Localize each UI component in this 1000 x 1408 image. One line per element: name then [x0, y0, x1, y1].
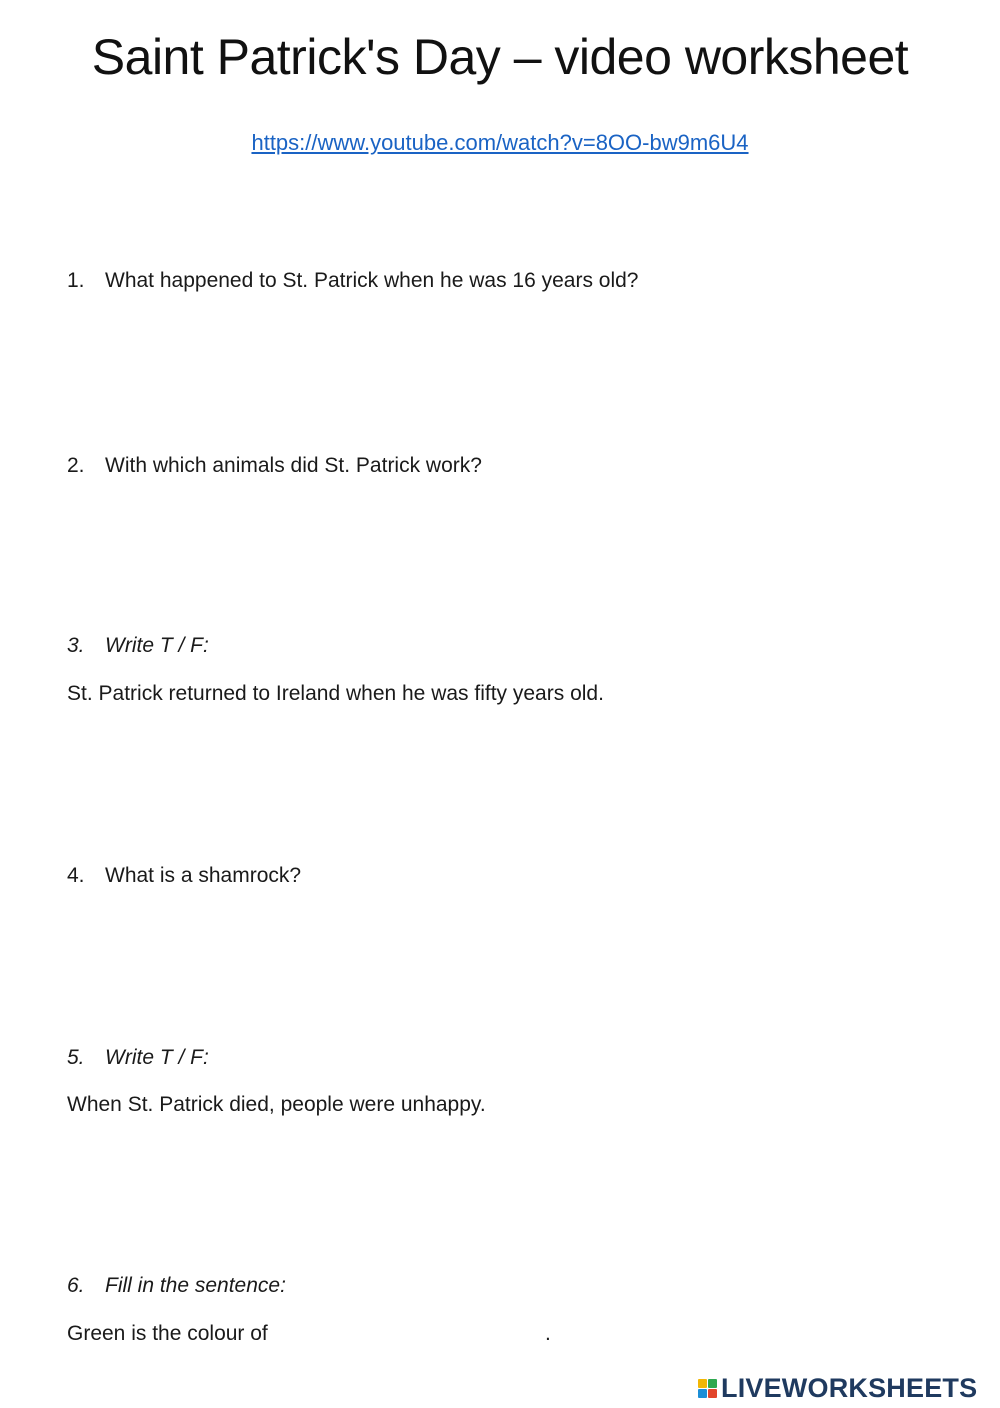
question-3	[67, 634, 209, 658]
liveworksheets-logo	[698, 1373, 977, 1403]
question-4	[67, 864, 301, 888]
question-number: 4.	[67, 864, 85, 887]
question-6-blank-end: .	[545, 1322, 551, 1345]
question-text: What is a shamrock?	[105, 864, 302, 887]
question-number: 1.	[67, 269, 85, 292]
question-5-statement: When St. Patrick died, people were unhappy.	[67, 1093, 486, 1116]
liveworksheets-mark-icon	[698, 1379, 717, 1398]
question-6-statement: Green is the colour of	[67, 1322, 268, 1345]
question-number: 3.	[67, 634, 85, 657]
question-text: With which animals did St. Patrick work?	[105, 454, 482, 477]
question-number: 6.	[67, 1274, 85, 1297]
logo-text: LIVEWORKSHEETS	[721, 1372, 978, 1403]
video-link[interactable]: https://www.youtube.com/watch?v=8OO-bw9m6U4	[251, 130, 749, 155]
question-text: Fill in the sentence:	[105, 1274, 286, 1297]
worksheet-title: Saint Patrick's Day – video worksheet	[91, 29, 909, 85]
question-2	[67, 454, 482, 478]
question-1	[67, 269, 638, 293]
question-text: Write T / F:	[105, 1046, 209, 1069]
question-text: Write T / F:	[105, 634, 209, 657]
question-number: 5.	[67, 1046, 85, 1069]
video-link-container	[0, 130, 1000, 156]
question-6	[67, 1274, 286, 1298]
question-3-statement: St. Patrick returned to Ireland when he was fifty years old.	[67, 682, 604, 705]
question-number: 2.	[67, 454, 85, 477]
question-5	[67, 1046, 209, 1070]
question-text: What happened to St. Patrick when he was 16 years old?	[105, 269, 639, 292]
